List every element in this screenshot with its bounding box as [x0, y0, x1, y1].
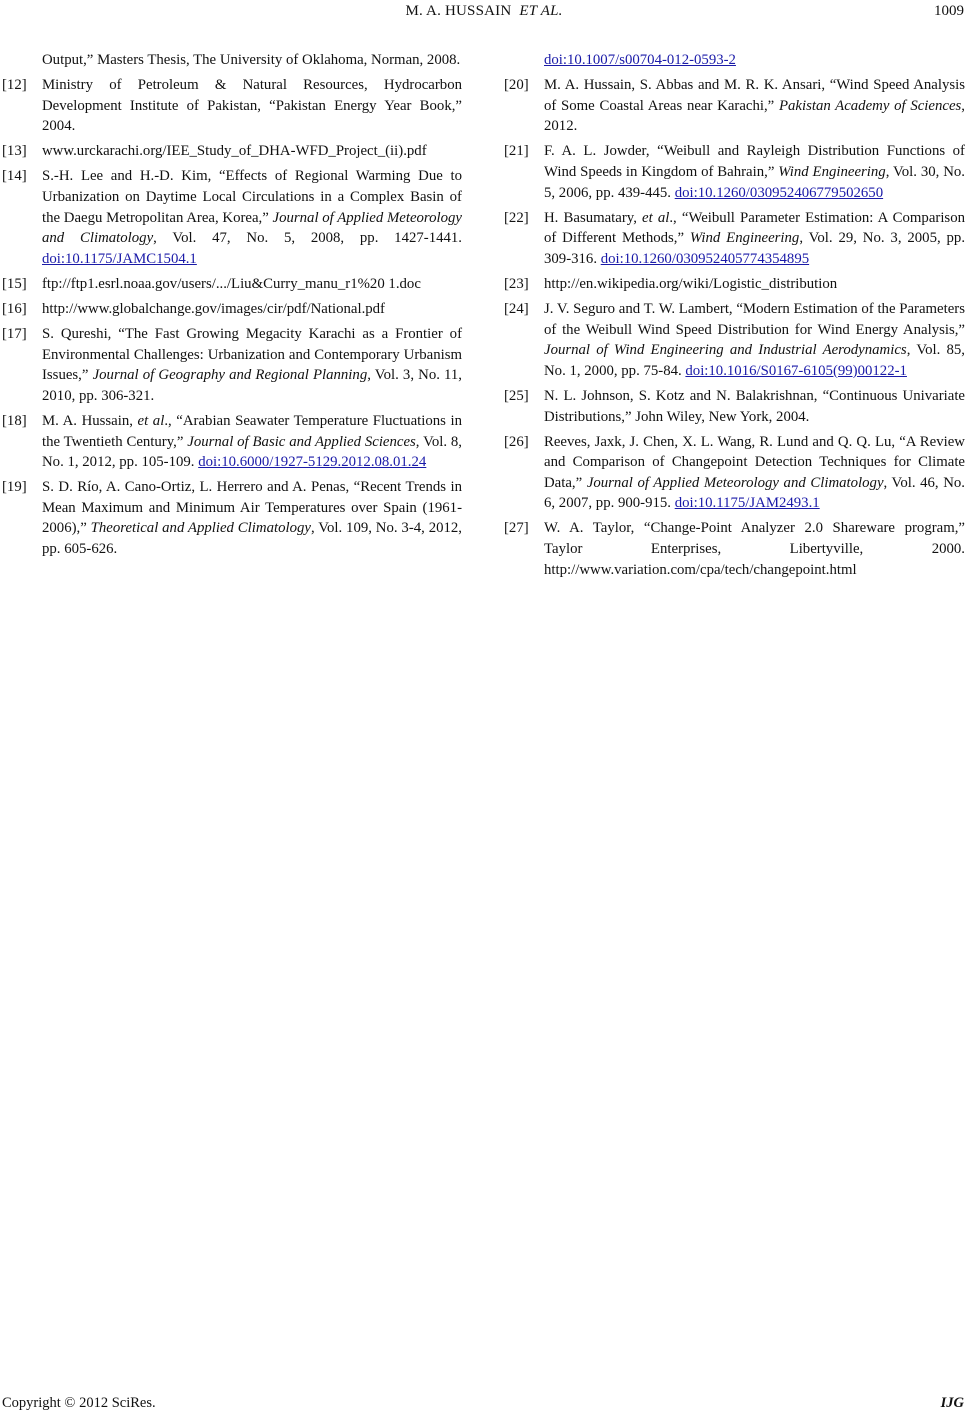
reference-item	[2, 299, 462, 320]
reference-text: W. A. Taylor, “Change-Point Analyzer 2.0 Shareware program,” Taylor Enterprises, Libertyville, 2000. http://www.variation.com/cpa/tech/changepoint.html	[544, 520, 965, 578]
reference-text: S.-H. Lee and H.-D. Kim, “Effects of Regional Warming Due to Urbanization on Daytime Local Circulations in a Complex Basin of the Daegu Metropolitan Area, Korea,”	[42, 168, 462, 226]
reference-text: , 2012.	[544, 97, 965, 135]
reference-url[interactable]: ftp://ftp1.esrl.noaa.gov/users/.../Liu&Curry_manu_r1%20 1.doc	[42, 275, 421, 292]
reference-number: [17]	[2, 326, 27, 343]
reference-item	[2, 166, 462, 269]
reference-item	[504, 299, 965, 381]
reference-number: [19]	[2, 479, 27, 496]
reference-item	[504, 386, 965, 427]
reference-number: [20]	[504, 77, 529, 94]
reference-number: [27]	[504, 520, 529, 537]
reference-italic: et al	[137, 413, 165, 429]
doi-link[interactable]: doi:10.6000/1927-5129.2012.08.01.24	[198, 454, 427, 471]
reference-number: [23]	[504, 275, 529, 292]
reference-text: , Vol. 85, No. 1, 2000, pp. 75-84.	[544, 342, 965, 379]
running-authors: M. A. HUSSAIN	[405, 3, 512, 19]
reference-text: J. V. Seguro and T. W. Lambert, “Modern Estimation of the Parameters of the Weibull Wind Speed Distribution for Wind Energy Analysis,”	[544, 301, 965, 338]
reference-text: , Vol. 46, No. 6, 2007, pp. 900-915.	[544, 474, 966, 512]
reference-text: M. A. Hussain, S. Abbas and M. R. K. Ansari, “Wind Speed Analysis of Some Coastal Areas near Karachi,”	[544, 77, 965, 114]
reference-number: [25]	[504, 387, 529, 404]
reference-italic: Journal of Geography and Regional Planning	[92, 367, 368, 384]
reference-continuation-doi	[504, 50, 965, 71]
reference-url[interactable]: http://www.globalchange.gov/images/cir/pdf/National.pdf	[42, 301, 385, 318]
copyright-notice: Copyright © 2012 SciRes.	[2, 1395, 156, 1411]
reference-number: [15]	[2, 275, 27, 292]
reference-text: ., “Weibull Parameter Estimation: A Comparison of Different Methods,”	[544, 209, 965, 247]
reference-text: M. A. Hussain,	[42, 413, 138, 429]
reference-number: [22]	[504, 209, 529, 226]
doi-link[interactable]: doi:10.1175/JAMC1504.1	[42, 250, 197, 267]
doi-link[interactable]: doi:10.1260/030952406779502650	[674, 184, 884, 201]
reference-item	[504, 432, 965, 514]
doi-link[interactable]: doi:10.1007/s00704-012-0593-2	[544, 52, 736, 68]
reference-text: N. L. Johnson, S. Kotz and N. Balakrishnan, “Continuous Univariate Distributions,” John Wiley, New York, 2004.	[544, 387, 965, 425]
reference-italic: Wind Engineering	[689, 230, 800, 247]
reference-italic: et al	[642, 209, 670, 226]
reference-number: [12]	[2, 77, 27, 94]
doi-link[interactable]: doi:10.1016/S0167-6105(99)00122-1	[685, 362, 907, 379]
left-column	[2, 50, 462, 564]
page-footer	[0, 1395, 968, 1414]
reference-text: , Vol. 8, No. 1, 2012, pp. 105-109.	[42, 433, 462, 471]
reference-number: [21]	[504, 143, 529, 160]
reference-url[interactable]: www.urckarachi.org/IEE_Study_of_DHA-WFD_Project_(ii).pdf	[42, 143, 427, 160]
reference-item	[2, 141, 462, 162]
reference-item	[504, 75, 965, 137]
reference-item	[504, 141, 965, 203]
reference-text: , Vol. 29, No. 3, 2005, pp. 309-316.	[544, 230, 966, 267]
reference-text: , Vol. 109, No. 3-4, 2012, pp. 605-626.	[42, 520, 462, 558]
reference-item	[504, 208, 965, 270]
reference-italic: Journal of Applied Meteorology and Climatology	[42, 209, 462, 247]
reference-text: , Vol. 30, No. 5, 2006, pp. 439-445.	[544, 163, 966, 201]
reference-item	[2, 411, 462, 473]
reference-url[interactable]: http://en.wikipedia.org/wiki/Logistic_distribution	[544, 275, 838, 292]
reference-italic: Theoretical and Applied Climatology	[90, 520, 311, 537]
reference-italic: Journal of Basic and Applied Sciences	[187, 433, 416, 450]
reference-item	[2, 75, 462, 137]
running-etal: ET AL.	[519, 3, 563, 19]
reference-item	[504, 274, 965, 295]
reference-number: [14]	[2, 168, 27, 185]
reference-continuation	[2, 50, 462, 71]
reference-number: [16]	[2, 301, 27, 318]
doi-link[interactable]: doi:10.1260/030952405774354895	[600, 250, 810, 267]
reference-italic: Journal of Applied Meteorology and Climatology	[586, 474, 884, 491]
page-number: 1009	[934, 3, 964, 19]
reference-item	[2, 274, 462, 295]
reference-number: [24]	[504, 301, 529, 318]
reference-item	[2, 477, 462, 559]
reference-text: Ministry of Petroleum & Natural Resources, Hydrocarbon Development Institute of Pakistan, “Pakistan Energy Year Book,” 2004.	[42, 77, 462, 135]
reference-italic: Journal of Wind Engineering and Industrial Aerodynamics	[544, 342, 907, 359]
doi-link[interactable]: doi:10.1175/JAM2493.1	[674, 495, 820, 512]
reference-number: [18]	[2, 413, 27, 429]
reference-item	[504, 518, 965, 580]
reference-number: [26]	[504, 433, 529, 450]
running-title	[0, 3, 968, 20]
reference-number: [13]	[2, 143, 27, 160]
reference-text: S. Qureshi, “The Fast Growing Megacity Karachi as a Frontier of Environmental Challenges: Urbanization and Contemporary Urbanism Issues,”	[42, 326, 462, 384]
running-head	[0, 0, 968, 22]
right-column	[504, 50, 965, 585]
continuation-text: Output,” Masters Thesis, The University of Oklahoma, Norman, 2008.	[42, 52, 461, 68]
reference-text: Reeves, Jaxk, J. Chen, X. L. Wang, R. Lund and Q. Q. Lu, “A Review and Comparison of Changepoint Detection Techniques for Climate Data,”	[544, 433, 965, 491]
journal-abbrev: IJG	[940, 1395, 964, 1411]
reference-text: , Vol. 3, No. 11, 2010, pp. 306-321.	[42, 367, 463, 404]
reference-item	[2, 324, 462, 406]
reference-text: , Vol. 47, No. 5, 2008, pp. 1427-1441.	[153, 230, 462, 247]
reference-italic: Pakistan Academy of Sciences	[778, 97, 962, 114]
reference-text: H. Basumatary,	[544, 209, 643, 226]
reference-text: ., “Arabian Seawater Temperature Fluctuations in the Twentieth Century,”	[42, 413, 463, 450]
reference-italic: Wind Engineering	[778, 163, 886, 180]
reference-text: F. A. L. Jowder, “Weibull and Rayleigh Distribution Functions of Wind Speeds in Kingdom of Bahrain,”	[544, 143, 965, 180]
reference-text: S. D. Río, A. Cano-Ortiz, L. Herrero and A. Penas, “Recent Trends in Mean Maximum and Minimum Air Temperatures over Spain (1961-2006),”	[42, 479, 462, 537]
